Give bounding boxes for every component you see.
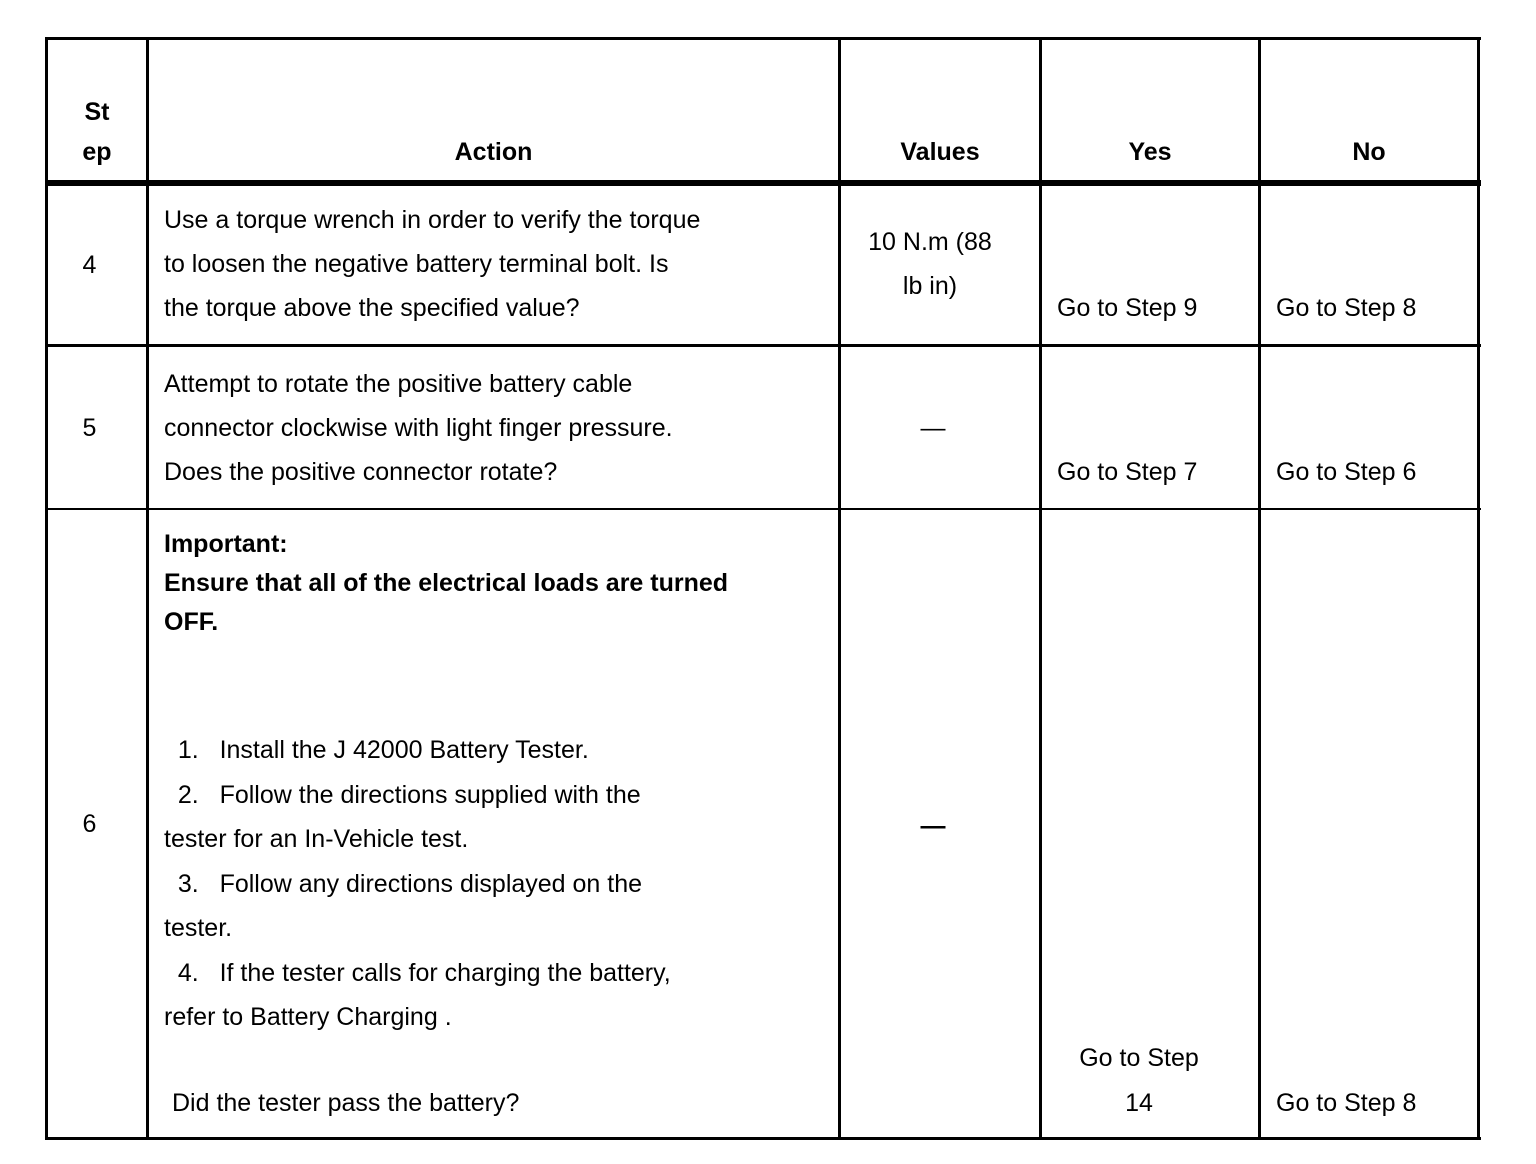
yes-result: 14	[1125, 1089, 1153, 1117]
header-bottom-border	[45, 180, 1481, 186]
column-divider	[1258, 37, 1261, 1140]
header-action: Action	[454, 138, 533, 166]
action-line: to loosen the negative battery terminal bolt. Is	[164, 250, 669, 278]
column-divider	[838, 37, 841, 1140]
list-item: 1. Install the J 42000 Battery Tester.	[164, 736, 589, 764]
header-step-line2: ep	[82, 138, 112, 166]
list-item: refer to Battery Charging .	[164, 1003, 452, 1031]
important-label: Important:	[164, 530, 288, 558]
action-line: Use a torque wrench in order to verify the torque	[164, 206, 701, 234]
value-line: lb in)	[902, 272, 958, 300]
table-left-border	[45, 37, 48, 1140]
column-divider	[146, 37, 149, 1140]
header-yes: Yes	[1128, 138, 1172, 166]
value-line: 10 N.m (88	[868, 228, 992, 256]
no-result: Go to Step 6	[1276, 458, 1417, 486]
header-values: Values	[900, 138, 980, 166]
row-divider	[45, 344, 1481, 347]
table-top-border	[45, 37, 1481, 40]
step-number: 4	[82, 251, 97, 279]
header-step-line1: St	[84, 98, 110, 126]
action-line: the torque above the specified value?	[164, 294, 580, 322]
list-item: tester for an In-Vehicle test.	[164, 825, 469, 853]
action-line: Does the positive connector rotate?	[164, 458, 558, 486]
important-text: Ensure that all of the electrical loads are turned	[164, 569, 729, 597]
list-item: 2. Follow the directions supplied with the	[164, 781, 641, 809]
yes-result: Go to Step	[1079, 1044, 1199, 1072]
value-dash: —	[920, 812, 946, 840]
step-number: 5	[82, 414, 97, 442]
important-text: OFF.	[164, 608, 219, 636]
table-bottom-border	[45, 1137, 1481, 1140]
action-line: Attempt to rotate the positive battery cable	[164, 370, 633, 398]
list-item: 3. Follow any directions displayed on the	[164, 870, 643, 898]
no-result: Go to Step 8	[1276, 1089, 1417, 1117]
header-no: No	[1352, 138, 1386, 166]
yes-result: Go to Step 9	[1057, 294, 1198, 322]
question: Did the tester pass the battery?	[172, 1089, 520, 1117]
step-number: 6	[82, 810, 97, 838]
list-item: tester.	[164, 914, 233, 942]
table-right-border	[1477, 37, 1480, 1140]
row-divider	[45, 508, 1481, 510]
value-dash: —	[920, 414, 946, 442]
yes-result: Go to Step 7	[1057, 458, 1198, 486]
no-result: Go to Step 8	[1276, 294, 1417, 322]
column-divider	[1039, 37, 1042, 1140]
action-line: connector clockwise with light finger pressure.	[164, 414, 673, 442]
list-item: 4. If the tester calls for charging the battery,	[164, 959, 671, 987]
